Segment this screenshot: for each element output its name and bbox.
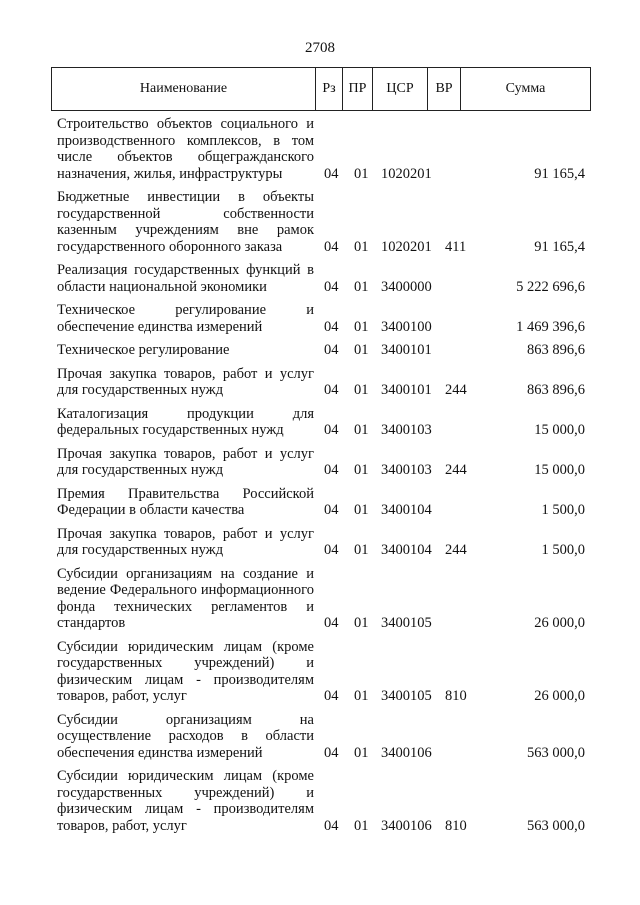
row-sum: 91 165,4 (534, 238, 585, 255)
row-rz: 04 (324, 615, 339, 631)
row-vr: 244 (445, 462, 467, 478)
row-rz: 04 (324, 502, 339, 518)
row-name: Бюджетные инвестиции в объекты государственной собственности казенным учреждениям вне рамок государственного оборонного заказа (57, 189, 314, 255)
row-csr: 3400105 (381, 688, 432, 704)
table-header (51, 67, 591, 111)
row-pr: 01 (354, 462, 369, 478)
row-name: Строительство объектов социального и производственного комплексов, в том числе объектов общегражданского назначения, жилья, инфраструктуры (57, 116, 314, 182)
row-pr: 01 (354, 542, 369, 558)
row-name: Техническое регулирование и обеспечение единства измерений (57, 302, 314, 335)
row-name: Субсидии юридическим лицам (кроме государственных учреждений) и физическим лицам - производителям товаров, работ, услуг (57, 768, 314, 834)
row-pr: 01 (354, 318, 369, 335)
table-row (51, 342, 591, 359)
row-rz: 04 (324, 382, 339, 398)
row-sum: 26 000,0 (534, 688, 585, 704)
row-sum: 563 000,0 (527, 817, 585, 834)
table-row (51, 116, 591, 182)
row-csr: 3400101 (381, 342, 432, 358)
row-rz: 04 (324, 688, 339, 704)
row-rz: 04 (324, 238, 339, 255)
row-name: Субсидии организациям на создание и ведение Федерального информационного фонда технических регламентов и стандартов (57, 565, 314, 631)
table-row (51, 302, 591, 335)
row-csr: 3400101 (381, 382, 432, 398)
row-rz: 04 (324, 744, 339, 761)
header-rz: Рз (316, 68, 343, 110)
header-pr: ПР (343, 68, 373, 110)
table-row (51, 712, 591, 762)
row-csr: 3400104 (381, 542, 432, 558)
row-rz: 04 (324, 462, 339, 478)
row-csr: 3400000 (381, 278, 432, 295)
row-pr: 01 (354, 165, 369, 182)
row-sum: 26 000,0 (534, 615, 585, 631)
row-csr: 3400100 (381, 318, 432, 335)
row-sum: 863 896,6 (527, 342, 585, 358)
table-row (51, 366, 591, 399)
row-pr: 01 (354, 238, 369, 255)
row-name: Техническое регулирование (57, 342, 230, 358)
row-name: Прочая закупка товаров, работ и услуг для государственных нужд (57, 445, 314, 478)
row-sum: 1 469 396,6 (516, 318, 585, 335)
row-sum: 15 000,0 (534, 422, 585, 438)
table-row (51, 526, 591, 559)
row-sum: 91 165,4 (534, 165, 585, 182)
row-vr: 411 (445, 238, 467, 255)
header-name: Наименование (52, 68, 316, 110)
row-rz: 04 (324, 278, 339, 295)
row-csr: 3400105 (381, 615, 432, 631)
row-name: Прочая закупка товаров, работ и услуг для государственных нужд (57, 365, 314, 398)
row-pr: 01 (354, 502, 369, 518)
row-csr: 3400103 (381, 422, 432, 438)
row-sum: 1 500,0 (541, 502, 585, 518)
row-vr: 244 (445, 542, 467, 558)
row-name: Реализация государственных функций в области национальной экономики (57, 262, 314, 295)
row-pr: 01 (354, 744, 369, 761)
row-pr: 01 (354, 342, 369, 358)
row-rz: 04 (324, 817, 339, 834)
row-csr: 3400106 (381, 744, 432, 761)
row-vr: 810 (445, 688, 467, 704)
row-rz: 04 (324, 422, 339, 438)
row-sum: 863 896,6 (527, 382, 585, 398)
row-sum: 15 000,0 (534, 462, 585, 478)
row-sum: 1 500,0 (541, 542, 585, 558)
table-row (51, 768, 591, 834)
table-row (51, 639, 591, 705)
row-csr: 1020201 (381, 238, 432, 255)
table-row (51, 262, 591, 295)
table-row (51, 446, 591, 479)
table-row (51, 566, 591, 632)
row-name: Премия Правительства Российской Федерации в области качества (57, 485, 314, 518)
row-name: Прочая закупка товаров, работ и услуг для государственных нужд (57, 525, 314, 558)
row-pr: 01 (354, 278, 369, 295)
row-vr: 244 (445, 382, 467, 398)
header-sum: Сумма (505, 81, 546, 96)
row-pr: 01 (354, 422, 369, 438)
row-csr: 3400104 (381, 502, 432, 518)
row-sum: 5 222 696,6 (516, 278, 585, 295)
row-pr: 01 (354, 615, 369, 631)
row-pr: 01 (354, 817, 369, 834)
row-rz: 04 (324, 342, 339, 358)
row-pr: 01 (354, 688, 369, 704)
row-pr: 01 (354, 382, 369, 398)
row-name: Субсидии организациям на осуществление расходов в области обеспечения единства измерений (57, 711, 314, 761)
header-vr: ВР (428, 68, 461, 110)
row-name: Субсидии юридическим лицам (кроме государственных учреждений) и физическим лицам - производителям товаров, работ, услуг (57, 638, 314, 704)
header-csr: ЦСР (373, 68, 428, 110)
row-csr: 3400106 (381, 817, 432, 834)
row-name: Каталогизация продукции для федеральных государственных нужд (57, 405, 314, 438)
row-rz: 04 (324, 542, 339, 558)
row-sum: 563 000,0 (527, 744, 585, 761)
row-csr: 1020201 (381, 165, 432, 182)
table-row (51, 189, 591, 255)
table-row (51, 486, 591, 519)
row-rz: 04 (324, 165, 339, 182)
row-rz: 04 (324, 318, 339, 335)
table-body (51, 116, 591, 841)
row-csr: 3400103 (381, 462, 432, 478)
page-number: 2708 (305, 40, 335, 56)
table-row (51, 406, 591, 439)
row-vr: 810 (445, 817, 467, 834)
